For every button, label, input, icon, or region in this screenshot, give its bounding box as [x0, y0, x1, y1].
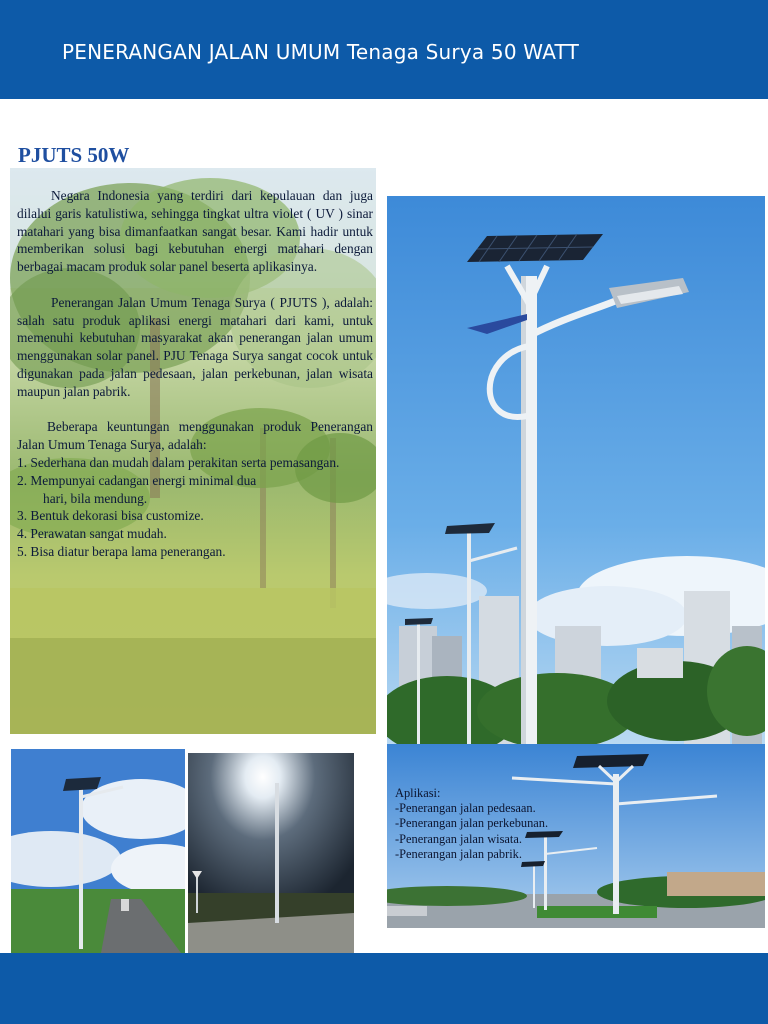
footer-band: [0, 953, 768, 1024]
advantages-list: [17, 454, 373, 561]
list-item: 3. Bentuk dekorasi bisa customize.: [17, 508, 204, 524]
list-item: -Penerangan jalan wisata.: [395, 831, 522, 846]
list-item: 2. Mempunyai cadangan energi minimal dua: [17, 472, 257, 488]
list-item: 5. Bisa diatur berapa lama penerangan.: [17, 543, 226, 559]
list-item: 4. Perawatan sangat mudah.: [17, 526, 167, 542]
list-item: -Penerangan jalan pedesaan.: [395, 801, 536, 816]
applications-list: [395, 801, 595, 862]
pjuts-paragraph: Penerangan Jalan Umum Tenaga Surya ( PJUTS ), adalah: salah satu produk aplikasi energi matahari dari kami, untuk memenuhi kebutuhan masyarakat akan penerangan jalan umum menggunakan solar panel. PJU Tenaga Surya sangat cocok untuk digunakan pada jalan pedesaan, jalan perkebunan, jalan wisata maupun jalan pabrik.: [17, 294, 373, 399]
list-item: hari, bila mendung.: [43, 490, 148, 506]
roadside-lamp-photo: [11, 749, 185, 953]
list-item: -Penerangan jalan pabrik.: [395, 846, 522, 861]
applications-heading: Aplikasi:: [395, 786, 441, 800]
solar-street-light-photo: [387, 196, 765, 744]
list-item: 1. Sederhana dan mudah dalam perakitan serta pemasangan.: [17, 454, 340, 470]
page-title: PENERANGAN JALAN UMUM Tenaga Surya 50 WATT: [62, 40, 580, 64]
section-heading: PJUTS 50W: [18, 143, 130, 167]
body-text: [17, 187, 373, 561]
header-band: [0, 0, 768, 99]
intro-paragraph: Negara Indonesia yang terdiri dari kepulauan dan juga dilalui garis katulistiwa, sehingga tingkat ultra violet ( UV ) sinar matahari yang bisa dimanfaatkan sangat besar. Kami hadir untuk memberikan solusi bagi kebutuhan energi matahari dengan berbagai macam produk solar panel beserta aplikasinya.: [17, 188, 373, 275]
list-item: -Penerangan jalan perkebunan.: [395, 816, 549, 831]
night-lamp-photo: [188, 753, 354, 953]
applications-text: [395, 786, 595, 862]
advantages-intro: Beberapa keuntungan menggunakan produk Penerangan Jalan Umum Tenaga Surya, adalah:: [17, 419, 373, 453]
